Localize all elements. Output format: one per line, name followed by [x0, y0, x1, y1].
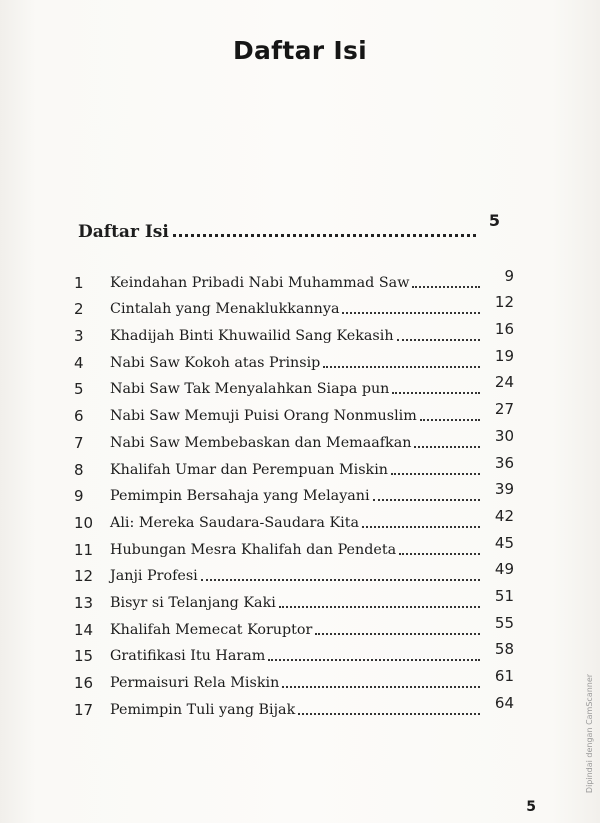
entry-page: 64: [494, 693, 514, 712]
entry-page: 49: [494, 560, 514, 579]
entry-title: Keindahan Pribadi Nabi Muhammad Saw: [110, 274, 410, 291]
entry-leader: [268, 659, 480, 661]
entry-leader: [323, 366, 480, 368]
entry-title: Permaisuri Rela Miskin: [110, 675, 280, 691]
entry-leader: [201, 579, 480, 581]
entry-page: 58: [494, 640, 514, 659]
toc-entry-12: [74, 560, 514, 587]
entry-leader: [373, 499, 480, 501]
toc-header-label: Daftar Isi: [78, 222, 169, 242]
entry-number: 14: [74, 620, 94, 639]
entry-number: 16: [74, 674, 94, 692]
toc-entry-6: [74, 399, 514, 426]
toc-entry-3: [74, 319, 514, 346]
watermark-text: Dipindai dengan CamScanner: [585, 673, 595, 793]
toc-header-page: 5: [488, 211, 500, 230]
entry-leader: [412, 286, 480, 288]
toc-entry-5: [74, 373, 514, 400]
entry-title: Bisyr si Telanjang Kaki: [110, 594, 276, 611]
toc-entry-7: [74, 426, 514, 453]
entry-page: 55: [494, 613, 514, 632]
page-number: 5: [526, 799, 536, 815]
toc-entry-1: [74, 266, 514, 293]
entry-page: 24: [494, 373, 514, 392]
entry-number: 15: [74, 647, 94, 666]
entry-title: Gratifikasi Itu Haram: [110, 648, 266, 665]
entry-page: 12: [494, 293, 514, 312]
entry-number: 11: [74, 540, 94, 559]
toc-entry-10: [74, 506, 514, 533]
entry-number: 1: [74, 273, 84, 292]
entry-title: Janji Profesi: [110, 568, 198, 585]
toc-entries: [74, 266, 514, 720]
entry-leader: [414, 446, 480, 448]
entry-number: 17: [74, 700, 94, 719]
toc-entry-11: [74, 533, 514, 560]
entry-leader: [315, 633, 480, 635]
toc-header-row: [78, 212, 500, 242]
entry-leader: [399, 553, 480, 555]
entry-page: 36: [494, 453, 514, 472]
entry-page: 61: [494, 667, 514, 685]
entry-page: 42: [494, 506, 514, 525]
entry-leader: [397, 339, 480, 341]
entry-title: Nabi Saw Tak Menyalahkan Siapa pun: [110, 381, 390, 398]
entry-leader: [342, 312, 480, 314]
entry-page: 30: [494, 426, 514, 445]
entry-page: 45: [494, 533, 514, 552]
toc-header-leader: [173, 234, 476, 237]
entry-page: 39: [494, 480, 514, 499]
entry-page: 16: [494, 320, 514, 339]
entry-leader: [362, 526, 480, 528]
entry-title: Khadijah Binti Khuwailid Sang Kekasih: [110, 328, 394, 345]
page-title: Daftar Isi: [232, 36, 368, 65]
toc-entry-16: [74, 666, 514, 693]
toc-entry-2: [74, 293, 514, 320]
entry-title: Khalifah Memecat Koruptor: [110, 621, 313, 638]
entry-number: 8: [74, 460, 84, 479]
entry-title: Pemimpin Bersahaja yang Melayani: [110, 488, 370, 505]
toc-entry-15: [74, 640, 514, 667]
entry-number: 6: [74, 407, 84, 426]
entry-number: 12: [74, 567, 94, 586]
entry-leader: [282, 686, 480, 688]
toc-entry-13: [74, 586, 514, 613]
entry-title: Nabi Saw Memuji Puisi Orang Nonmuslim: [110, 408, 417, 425]
entry-leader: [392, 392, 480, 394]
toc-entry-8: [74, 453, 514, 480]
entry-page: 9: [504, 266, 514, 285]
entry-number: 2: [74, 300, 84, 319]
entry-title: Ali: Mereka Saudara-Saudara Kita: [110, 514, 359, 531]
toc-entry-9: [74, 480, 514, 507]
entry-number: 5: [74, 380, 84, 399]
entry-title: Nabi Saw Kokoh atas Prinsip: [110, 354, 321, 371]
entry-leader: [420, 419, 480, 421]
entry-number: 7: [74, 433, 84, 452]
scanner-watermark: [582, 663, 598, 803]
entry-title: Pemimpin Tuli yang Bijak: [110, 701, 296, 718]
entry-number: 13: [74, 593, 94, 612]
entry-number: 10: [74, 513, 94, 532]
entry-number: 4: [74, 353, 84, 372]
entry-leader: [279, 606, 480, 608]
entry-title: Hubungan Mesra Khalifah dan Pendeta: [110, 541, 397, 558]
entry-page: 27: [494, 400, 514, 419]
entry-page: 19: [494, 346, 514, 365]
toc-entry-4: [74, 346, 514, 373]
entry-leader: [298, 713, 480, 715]
entry-title: Nabi Saw Membebaskan dan Memaafkan: [110, 434, 412, 451]
entry-number: 9: [74, 487, 84, 506]
entry-title: Khalifah Umar dan Perempuan Miskin: [110, 461, 388, 478]
entry-leader: [391, 473, 480, 475]
toc-entry-14: [74, 613, 514, 640]
toc-entry-17: [74, 693, 514, 720]
entry-number: 3: [74, 327, 84, 346]
entry-title: Cintalah yang Menaklukkannya: [110, 301, 340, 318]
entry-page: 51: [494, 586, 514, 605]
